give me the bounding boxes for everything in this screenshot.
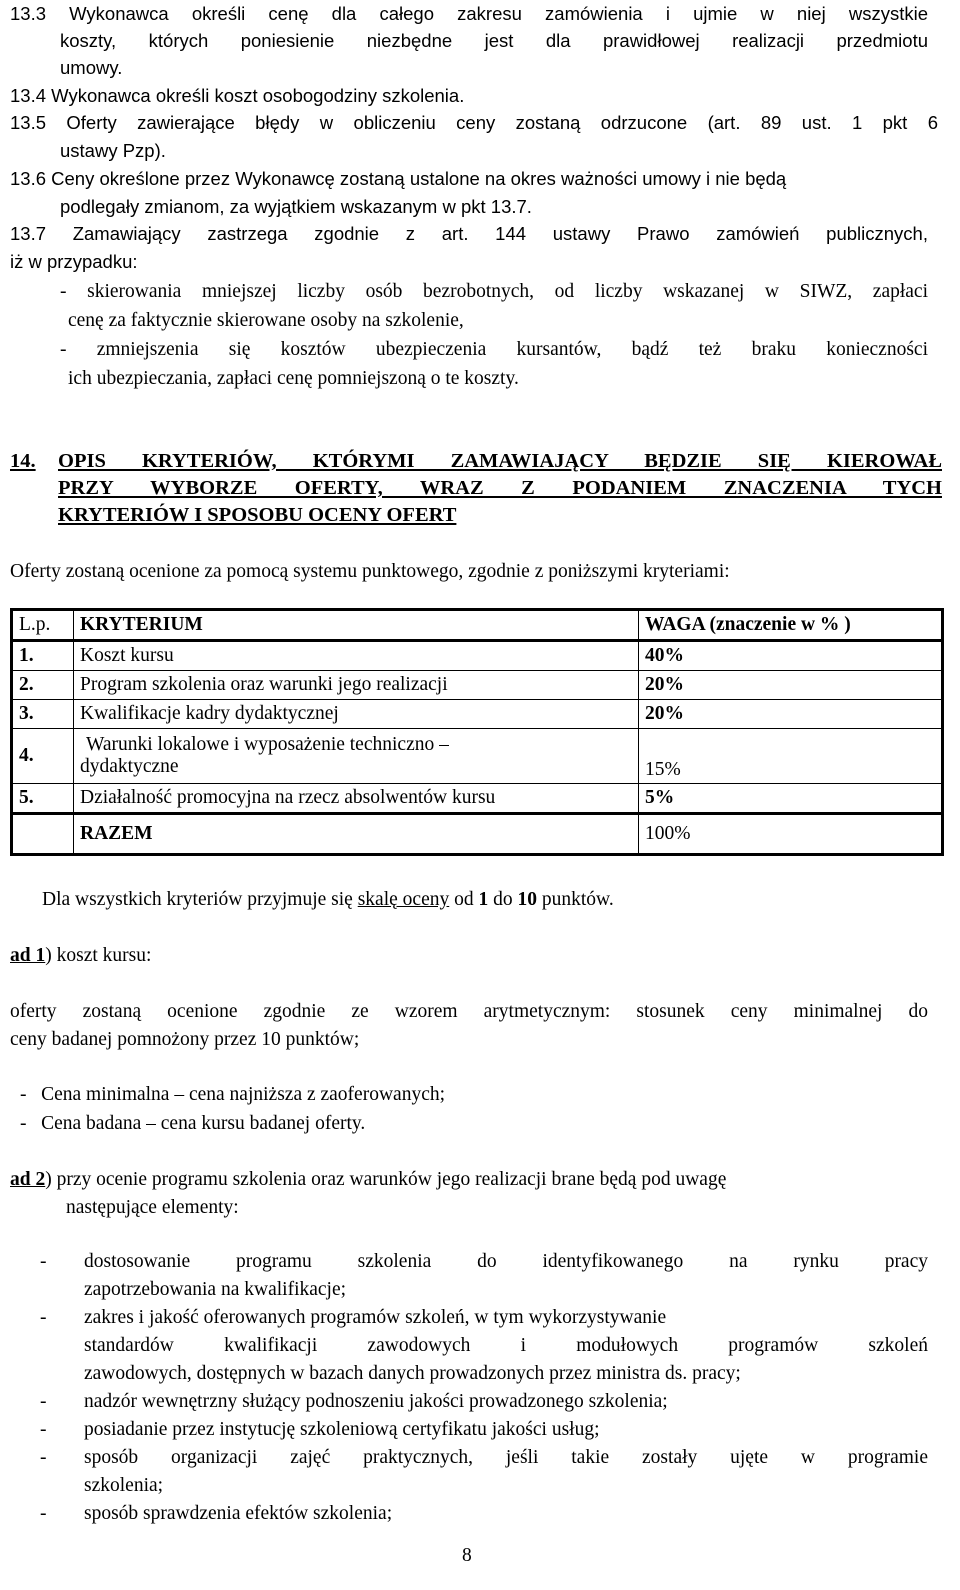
row-lp: 5. bbox=[12, 784, 74, 814]
total-label: RAZEM bbox=[74, 814, 639, 855]
ad1-label-rest: ) koszt kursu: bbox=[45, 945, 152, 966]
ad1-label-ad: ad 1 bbox=[10, 945, 46, 966]
list-bullet: - bbox=[40, 1419, 47, 1440]
ad2-label-rest: ) przy ocenie programu szkolenia oraz warunków jego realizacji brane będą pod uwagę bbox=[45, 1169, 727, 1190]
ad2-item-1-line1: dostosowanie programu szkolenia do identyfikowanego na rynku pracy bbox=[84, 1251, 928, 1272]
row-lp: 1. bbox=[12, 641, 74, 671]
row-lp: 4. bbox=[12, 729, 74, 784]
section-14-title-line1: OPIS KRYTERIÓW, KTÓRYMI ZAMAWIAJĄCY BĘDZIE SIĘ KIEROWAŁ bbox=[58, 450, 942, 472]
para-13-6-line1: 13.6 Ceny określone przez Wykonawcę zostaną ustalone na okres ważności umowy i nie będą bbox=[10, 168, 787, 189]
ad2-item-2-line2: standardów kwalifikacji zawodowych i modułowych programów szkoleń bbox=[84, 1335, 928, 1356]
list-bullet: - bbox=[40, 1447, 47, 1468]
ad1-label bbox=[10, 944, 151, 967]
table-row bbox=[12, 641, 943, 671]
para-13-7-item-a-line1: - skierowania mniejszej liczby osób bezrobotnych, od liczby wskazanej w SIWZ, zapłaci bbox=[60, 281, 928, 302]
para-13-7-item-b-line1: - zmniejszenia się kosztów ubezpieczenia kursantów, bądź też braku konieczności bbox=[60, 339, 928, 360]
list-bullet: - bbox=[40, 1503, 47, 1524]
row-weight: 5% bbox=[639, 784, 943, 814]
row-weight: 20% bbox=[639, 700, 943, 729]
row-lp: 2. bbox=[12, 671, 74, 700]
ad2-label-line2: następujące elementy: bbox=[66, 1197, 239, 1218]
para-13-3-line3: umowy. bbox=[60, 57, 123, 78]
ad1-item-1: - Cena minimalna – cena najniższa z zaoferowanych; bbox=[20, 1084, 446, 1105]
ad2-label-ad: ad 2 bbox=[10, 1169, 46, 1190]
row-criterion bbox=[74, 729, 639, 784]
row-weight: 20% bbox=[639, 671, 943, 700]
list-bullet: - bbox=[40, 1307, 47, 1328]
header-lp: L.p. bbox=[12, 610, 74, 641]
ad2-label bbox=[10, 1168, 726, 1191]
row-weight: 15% bbox=[639, 729, 943, 784]
total-lp bbox=[12, 814, 74, 855]
para-13-7-line1: 13.7 Zamawiający zastrzega zgodnie z art. 144 ustawy Prawo zamówień publicznych, bbox=[10, 223, 928, 244]
ad2-item-1-line2: zapotrzebowania na kwalifikacje; bbox=[84, 1279, 347, 1300]
scale-post: punktów. bbox=[536, 889, 614, 910]
ad1-para-line2: ceny badanej pomnożony przez 10 punktów; bbox=[10, 1029, 360, 1050]
scale-pre: Dla wszystkich kryteriów przyjmuje się bbox=[42, 889, 358, 910]
section-14-title-line2: PRZY WYBORZE OFERTY, WRAZ Z PODANIEM ZNACZENIA TYCH bbox=[58, 477, 942, 499]
scale-from: 1 bbox=[478, 889, 489, 910]
header-weight: WAGA (znaczenie w % ) bbox=[639, 610, 943, 641]
scale-to: 10 bbox=[517, 889, 537, 910]
scale-underlined: skalę oceny bbox=[357, 889, 450, 910]
ad2-item-6-line1: sposób sprawdzenia efektów szkolenia; bbox=[84, 1503, 393, 1524]
scale-mid1: od bbox=[449, 889, 479, 910]
ad2-item-2-line1: zakres i jakość oferowanych programów szkoleń, w tym wykorzystywanie bbox=[84, 1307, 667, 1328]
criteria-table bbox=[10, 608, 944, 856]
para-13-7-line2: iż w przypadku: bbox=[10, 251, 138, 272]
para-13-7-item-b-line2: ich ubezpieczania, zapłaci cenę pomniejszoną o te koszty. bbox=[68, 368, 519, 389]
para-13-5-line2: ustawy Pzp). bbox=[60, 140, 166, 161]
section-14-title-line3: KRYTERIÓW I SPOSOBU OCENY OFERT bbox=[58, 504, 457, 526]
para-13-7-item-a-line2: cenę za faktycznie skierowane osoby na szkolenie, bbox=[68, 310, 464, 331]
ad2-item-4-line1: posiadanie przez instytucję szkoleniową certyfikatu jakości usług; bbox=[84, 1419, 600, 1440]
scale-mid2: do bbox=[488, 889, 518, 910]
section-14-intro: Oferty zostaną ocenione za pomocą systemu punktowego, zgodnie z poniższymi kryteriami: bbox=[10, 561, 730, 582]
para-13-4: 13.4 Wykonawca określi koszt osobogodziny szkolenia. bbox=[10, 85, 465, 106]
header-criterion: KRYTERIUM bbox=[74, 610, 639, 641]
table-total-row bbox=[12, 814, 943, 855]
row-criterion: Kwalifikacje kadry dydaktycznej bbox=[74, 700, 639, 729]
para-13-5-line1: 13.5 Oferty zawierające błędy w obliczeniu ceny zostaną odrzucone (art. 89 ust. 1 pkt 6 bbox=[10, 112, 938, 133]
page-number: 8 bbox=[462, 1545, 472, 1566]
ad2-item-3-line1: nadzór wewnętrzny służący podnoszeniu jakości prowadzonego szkolenia; bbox=[84, 1391, 668, 1412]
row-criterion: Działalność promocyjna na rzecz absolwentów kursu bbox=[74, 784, 639, 814]
row-lp: 3. bbox=[12, 700, 74, 729]
ad1-para-line1: oferty zostaną ocenione zgodnie ze wzorem arytmetycznym: stosunek ceny minimalnej do bbox=[10, 1001, 928, 1022]
row-criterion: Program szkolenia oraz warunki jego realizacji bbox=[74, 671, 639, 700]
table-row bbox=[12, 700, 943, 729]
row-criterion-line2: dydaktyczne bbox=[80, 756, 179, 777]
row-weight: 40% bbox=[639, 641, 943, 671]
section-14-number: 14. bbox=[10, 450, 36, 472]
para-13-3-line1: 13.3 Wykonawca określi cenę dla całego zakresu zamówienia i ujmie w niej wszystkie bbox=[10, 3, 928, 24]
list-bullet: - bbox=[40, 1391, 47, 1412]
total-weight: 100% bbox=[639, 814, 943, 855]
table-row bbox=[12, 729, 943, 784]
row-criterion-line1: Warunki lokalowe i wyposażenie techniczno – bbox=[86, 733, 449, 755]
ad1-item-2: - Cena badana – cena kursu badanej oferty. bbox=[20, 1113, 366, 1134]
ad2-item-5-line1: sposób organizacji zajęć praktycznych, jeśli takie zostały ujęte w programie bbox=[84, 1447, 928, 1468]
ad2-item-5-line2: szkolenia; bbox=[84, 1475, 164, 1496]
row-criterion: Koszt kursu bbox=[74, 641, 639, 671]
ad2-item-2-line3: zawodowych, dostępnych w bazach danych prowadzonych przez ministra ds. pracy; bbox=[84, 1363, 741, 1384]
table-row bbox=[12, 784, 943, 814]
table-row bbox=[12, 671, 943, 700]
list-bullet: - bbox=[40, 1251, 47, 1272]
scale-sentence bbox=[42, 888, 614, 911]
para-13-3-line2: koszty, których poniesienie niezbędne jest dla prawidłowej realizacji przedmiotu bbox=[60, 30, 928, 51]
para-13-6-line2: podlegały zmianom, za wyjątkiem wskazanym w pkt 13.7. bbox=[60, 196, 532, 217]
table-header-row bbox=[12, 610, 943, 641]
